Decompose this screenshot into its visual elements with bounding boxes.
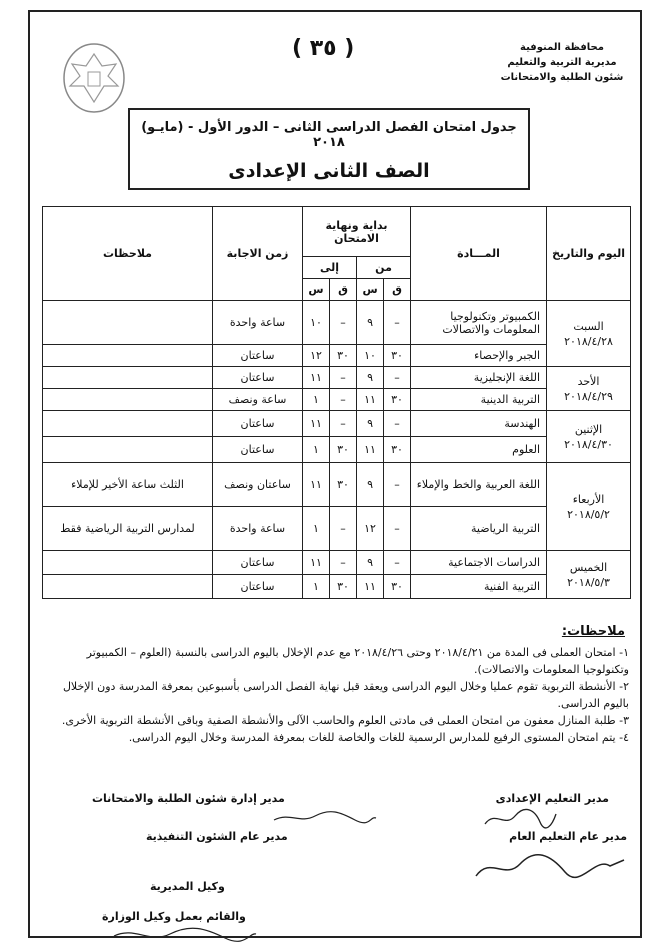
day-date: ٢٠١٨/٤/٢٨	[564, 334, 613, 348]
to-q-cell: –	[330, 301, 357, 345]
day-date: ٢٠١٨/٥/٢	[567, 507, 610, 521]
subject-cell: الكمبيوتر وتكنولوجيا المعلومات والاتصالات	[411, 301, 547, 345]
to-s-cell: ١٠	[303, 301, 330, 345]
department-name: شئون الطلبة والامتحانات	[500, 72, 624, 83]
from-q-cell: ٣٠	[384, 575, 411, 599]
notes-list	[43, 644, 629, 746]
day-date: ٢٠١٨/٤/٣٠	[564, 437, 613, 451]
from-q-cell: –	[384, 551, 411, 575]
to-q-cell: –	[330, 507, 357, 551]
table-row	[43, 367, 631, 389]
from-q-cell: –	[384, 411, 411, 437]
governorate-name: محافظة المنوفية	[520, 42, 604, 53]
handwritten-signature-icon	[270, 806, 380, 828]
duration-cell: ساعتان	[213, 575, 303, 599]
header-notes: ملاحظات	[43, 207, 213, 301]
to-q-cell: ٣٠	[330, 463, 357, 507]
to-q-cell: –	[330, 411, 357, 437]
eagle-emblem-icon	[58, 40, 130, 118]
day-name: الخميس	[569, 560, 608, 574]
to-s-cell: ١١	[303, 463, 330, 507]
to-s-cell: ١١	[303, 551, 330, 575]
day-date-cell	[547, 551, 631, 599]
from-q-cell: –	[384, 367, 411, 389]
to-s-cell: ١	[303, 389, 330, 411]
table-row	[43, 437, 631, 463]
from-s-cell: ٩	[357, 411, 384, 437]
note-cell	[43, 367, 213, 389]
subject-cell: التربية الرياضية	[411, 507, 547, 551]
to-q-cell: ٣٠	[330, 575, 357, 599]
note-item: ٤- يتم امتحان المستوى الرفيع للمدارس الرسمية للغات والخاصة للغات بمعرفة المدرسة وخلال اليوم الدراسى.	[128, 731, 629, 744]
subject-cell: التربية الفنية	[411, 575, 547, 599]
note-cell	[43, 301, 213, 345]
title-box	[128, 108, 530, 190]
table-row	[43, 551, 631, 575]
signature-general-director: مدير عام التعليم العام	[509, 830, 627, 843]
to-q-cell: ٣٠	[330, 437, 357, 463]
to-q-cell: –	[330, 551, 357, 575]
handwritten-signature-icon	[470, 846, 630, 886]
subject-cell: الهندسة	[411, 411, 547, 437]
subject-cell: التربية الدينية	[411, 389, 547, 411]
note-cell	[43, 575, 213, 599]
to-q-cell: ٣٠	[330, 345, 357, 367]
to-q-cell: –	[330, 367, 357, 389]
day-date-cell	[547, 463, 631, 551]
signature-students-affairs: مدير إدارة شئون الطلبة والامتحانات	[92, 792, 285, 805]
from-s-cell: ١١	[357, 389, 384, 411]
header-from-q: ق	[384, 279, 411, 301]
day-date: ٢٠١٨/٥/٣	[567, 575, 610, 589]
note-cell	[43, 389, 213, 411]
header-subject: المـــادة	[411, 207, 547, 301]
from-s-cell: ١٢	[357, 507, 384, 551]
subject-cell: الجبر والإحصاء	[411, 345, 547, 367]
notes-title: ملاحظات:	[561, 624, 625, 639]
from-s-cell: ٩	[357, 463, 384, 507]
table-row	[43, 389, 631, 411]
note-item: ٢- الأنشطة التربوية تقوم عمليا وخلال اليوم الدراسى ويعقد قبل نهاية الفصل الدراسى بأسبوعين بمعرفة المدرسة دون الإخلال باليوم الدراسى.	[62, 680, 629, 710]
to-s-cell: ١٢	[303, 345, 330, 367]
day-name: السبت	[573, 319, 604, 333]
header-from-s: س	[357, 279, 384, 301]
page-number: ( ٣٥ )	[292, 36, 355, 61]
duration-cell: ساعتان	[213, 367, 303, 389]
note-cell	[43, 437, 213, 463]
duration-cell: ساعتان	[213, 437, 303, 463]
to-q-cell: –	[330, 389, 357, 411]
duration-cell: ساعة ونصف	[213, 389, 303, 411]
grade-title: الصف الثانى الإعدادى	[228, 160, 430, 182]
from-q-cell: ٣٠	[384, 437, 411, 463]
subject-cell: الدراسات الاجتماعية	[411, 551, 547, 575]
directorate-name: مديرية التربية والتعليم	[507, 57, 617, 68]
from-s-cell: ١١	[357, 575, 384, 599]
exam-schedule-table	[42, 206, 631, 599]
from-q-cell: –	[384, 463, 411, 507]
to-s-cell: ١١	[303, 367, 330, 389]
signature-deputy: وكيل المديرية	[150, 880, 225, 893]
duration-cell: ساعتان	[213, 345, 303, 367]
header-to: إلى	[303, 257, 357, 279]
header-to-s: س	[303, 279, 330, 301]
to-s-cell: ١	[303, 575, 330, 599]
day-name: الإثنين	[574, 422, 603, 436]
from-s-cell: ١١	[357, 437, 384, 463]
table-row	[43, 507, 631, 551]
day-date-cell	[547, 411, 631, 463]
handwritten-signature-icon	[480, 806, 560, 830]
from-q-cell: –	[384, 507, 411, 551]
note-item: ٣- طلبة المنازل معفون من امتحان العملى فى مادتى العلوم والحاسب الآلى والأنشطة الصفية وباقى الأنشطة التربوية الأخرى.	[61, 714, 629, 727]
note-item: ١- امتحان العملى فى المدة من ٢٠١٨/٤/٢١ وحتى ٢٠١٨/٤/٢٦ مع عدم الإخلال باليوم الدراسى بالنسبة (العلوم – الكمبيوتر وتكنولوجيا المعلومات والاتصالات).	[86, 646, 629, 676]
table-row	[43, 575, 631, 599]
header-from: من	[357, 257, 411, 279]
from-s-cell: ٩	[357, 367, 384, 389]
from-s-cell: ١٠	[357, 345, 384, 367]
table-row	[43, 301, 631, 345]
signature-acting-undersecretary: والقائم بعمل وكيل الوزارة	[102, 910, 246, 923]
to-s-cell: ١	[303, 507, 330, 551]
duration-cell: ساعتان	[213, 551, 303, 575]
duration-cell: ساعتان ونصف	[213, 463, 303, 507]
duration-cell: ساعة واحدة	[213, 507, 303, 551]
day-name: الأربعاء	[572, 492, 605, 506]
from-q-cell: –	[384, 301, 411, 345]
table-header-row	[43, 207, 631, 257]
subject-cell: اللغة العربية والخط والإملاء	[411, 463, 547, 507]
day-date-cell	[547, 367, 631, 411]
subject-cell: العلوم	[411, 437, 547, 463]
day-date-cell	[547, 301, 631, 367]
note-cell	[43, 345, 213, 367]
header-duration: زمن الاجابة	[213, 207, 303, 301]
signature-prep-director: مدير التعليم الإعدادى	[495, 792, 609, 805]
table-row	[43, 345, 631, 367]
authority-header	[497, 40, 627, 85]
table-row	[43, 411, 631, 437]
subject-cell: اللغة الإنجليزية	[411, 367, 547, 389]
from-s-cell: ٩	[357, 301, 384, 345]
note-cell: الثلث ساعة الأخير للإملاء	[43, 463, 213, 507]
from-q-cell: ٣٠	[384, 345, 411, 367]
note-cell	[43, 411, 213, 437]
signature-executive-affairs: مدير عام الشئون التنفيذية	[146, 830, 288, 843]
exam-title: جدول امتحان الفصل الدراسى الثانى – الدور الأول - (مايـو) ٢٠١٨	[141, 120, 517, 150]
from-s-cell: ٩	[357, 551, 384, 575]
from-q-cell: ٣٠	[384, 389, 411, 411]
note-cell	[43, 551, 213, 575]
duration-cell: ساعتان	[213, 411, 303, 437]
day-date: ٢٠١٨/٤/٢٩	[564, 389, 613, 403]
duration-cell: ساعة واحدة	[213, 301, 303, 345]
header-start-end: بداية ونهاية الامتحان	[303, 207, 411, 257]
note-cell: لمدارس التربية الرياضية فقط	[43, 507, 213, 551]
header-to-q: ق	[330, 279, 357, 301]
to-s-cell: ١	[303, 437, 330, 463]
handwritten-signature-icon	[110, 924, 260, 946]
header-day-date: اليوم والتاريخ	[547, 207, 631, 301]
day-name: الأحد	[577, 374, 600, 388]
table-row	[43, 463, 631, 507]
to-s-cell: ١١	[303, 411, 330, 437]
